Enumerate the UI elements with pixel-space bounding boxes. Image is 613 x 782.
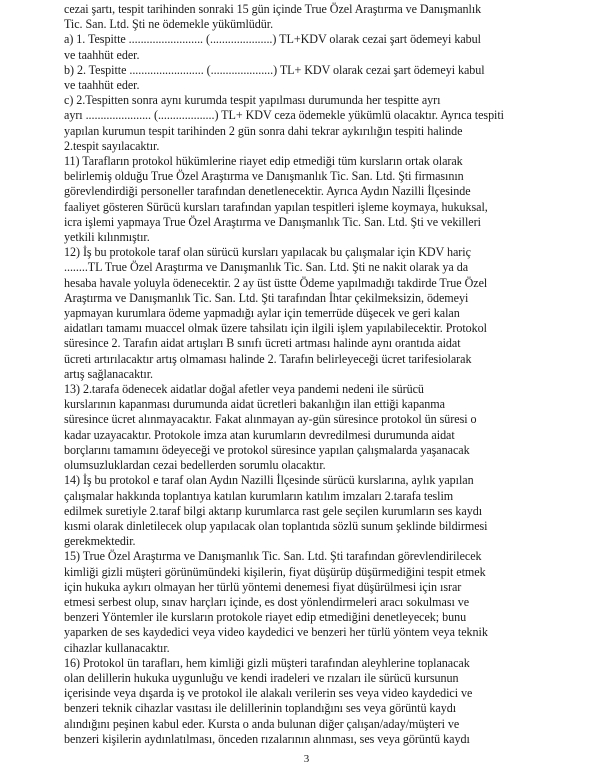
text-line: cezai şartı, tespit tarihinden sonraki 15 gün içinde True Özel Araştırma ve Danışmanlık	[64, 2, 482, 16]
paragraph-10-intro	[64, 2, 579, 32]
clause-a	[64, 32, 579, 62]
text-line: Tic. San. Ltd. Şti ne ödemekle yükümlüdür.	[64, 17, 274, 32]
clause-b	[64, 63, 579, 93]
text-line: 13) 2.tarafa ödenecek aidatlar doğal afetler veya pandemi nedeni ile sürücü	[64, 382, 424, 397]
text-line: benzeri Yöntemler ile kursların protokole riayet edip etmediğini denetleyecek; bunu	[64, 610, 467, 625]
text-line: 2.tespit sayılacaktır.	[64, 138, 160, 153]
text-line: süresince 2. Tarafın aidat artışları B sınıfı ücreti artması halinde aynı orantıda aidat	[64, 336, 461, 351]
text-line: cihazlar kullanacaktır.	[64, 640, 170, 655]
text-line: olan delillerin hukuka uygunluğu ve kendi iradeleri ve rızaları ile sürücü kursunun	[64, 670, 459, 685]
text-line: ayrı ...................... (...................) TL+ KDV ceza ödemekle yükümlü olacaktır. Ayrıca tespiti	[64, 108, 504, 123]
text-line: icra işlemi yapmaya True Özel Araştırma ve Danışmanlık Tic. San. Ltd. Şti ve vekilleri	[64, 214, 481, 229]
article-16	[64, 656, 579, 747]
document-body	[64, 2, 579, 747]
text-line: kurslarının kapanması durumunda aidat ücretleri bakanlığın ilan ettiği kapanma	[64, 397, 445, 412]
text-line: ve taahhüt eder.	[64, 47, 140, 62]
text-line: etmesi serbest olup, sınav harçları içinde, es dost yönlendirmeleri aracı sokulması ve	[64, 594, 470, 609]
text-line: c) 2.Tespitten sonra aynı kurumda tespit yapılması durumunda her tespitte ayrı	[64, 93, 441, 108]
text-line: artış sağlanacaktır.	[64, 366, 153, 381]
text-line: alındığını peşinen kabul eder. Kursta o anda bulunan diğer çalışan/aday/müşteri ve	[64, 716, 460, 731]
article-13	[64, 382, 579, 473]
text-line: yaparken de ses kaydedici veya video kaydedici ve benzeri her türlü yöntem veya teknik	[64, 625, 488, 640]
text-line: ücreti artırılacaktır artış olmaması halinde 2. Tarafın belirleyeceği ücret tarifesiolarak	[64, 351, 472, 366]
text-line: için hukuka aykırı olmayan her türlü yöntemi denemesi fiyat düşürülmesi için ısrar	[64, 579, 462, 594]
text-line: ........TL True Özel Araştırma ve Danışmanlık Tic. San. Ltd. Şti ne nakit olarak ya da	[64, 260, 469, 275]
article-11	[64, 154, 579, 245]
text-line: edilmek suretiyle 2.taraf bilgi aktarıp kurumlarca rast gele seçilen kurumların ses kaydı	[64, 503, 483, 518]
text-line: benzeri kişilerin aydınlatılması, önceden rızalarının alınması, ses veya görüntü kaydı	[64, 731, 470, 746]
text-line: kadar uzayacaktır. Protokole imza atan kurumların devredilmesi durumunda aidat	[64, 427, 455, 442]
text-line: 16) Protokol ün tarafları, hem kimliği gizli müşteri tarafından aleyhlerine toplanacak	[64, 655, 470, 670]
text-line: b) 2. Tespitte ......................... (.....................) TL+ KDV olarak cezai şart ödemeyi kabul	[64, 62, 485, 77]
article-15	[64, 549, 579, 655]
text-line: görevlendirdiği personeller tarafından denetlenecektir. Ayrıca Aydın Nazilli İlçesinde	[64, 184, 471, 199]
text-line: aidatları tamamı muaccel olmak üzere tahsilatı için ilgili işlem yapılabilecektir. Protokol	[64, 321, 487, 336]
text-line: kısmi olarak dinletilecek olup yapılacak olan toplantıda sözlü sunum şeklinde bildirmesi	[64, 518, 488, 533]
page-number: 3	[303, 753, 310, 765]
text-line: 12) İş bu protokole taraf olan sürücü kursları yapılacak bu çalışmalar için KDV hariç	[64, 245, 471, 260]
text-line: 11) Tarafların protokol hükümlerine riayet edip etmediği tüm kursların ortak olarak	[64, 154, 463, 169]
text-line: Araştırma ve Danışmanlık Tic. San. Ltd. Şti tarafından İhtar çekilmeksizin, ödemeyi	[64, 290, 469, 305]
text-line: gerekmektedir.	[64, 534, 136, 549]
text-line: belirlemiş olduğu True Özel Araştırma ve Danışmanlık Tic. San. Ltd. Şti firmasının	[64, 169, 464, 184]
text-line: yapmayan kurumlara ödeme yapmadığı aylar için temerrüde düşecek ve geri kalan	[64, 306, 460, 321]
text-line: borçlarını tamamını ödeyeceği ve protokol süresince yapılan çalışmalarda yaşanacak	[64, 442, 470, 457]
text-line: 15) True Özel Araştırma ve Danışmanlık Tic. San. Ltd. Şti tarafından görevlendirilecek	[64, 549, 482, 564]
text-line: hesaba havale yoluyla ödenecektir. 2 ay üst üstte Ödeme yapılmadığı takdirde True Özel	[64, 275, 488, 290]
text-line: benzeri teknik cihazlar vasıtası ile delillerinin toplandığını ses veya görüntü kaydı	[64, 701, 457, 716]
text-line: olumsuzluklardan cezai bedellerden sorumlu olacaktır.	[64, 458, 326, 473]
text-line: faaliyet gösteren Sürücü kursları tarafından yapılan tespitleri işleme koymaya, hukuksal,	[64, 199, 488, 214]
text-line: 14) İş bu protokol e taraf olan Aydın Nazilli İlçesinde sürücü kurslarına, aylık yapılan	[64, 473, 474, 488]
text-line: ve taahhüt eder.	[64, 78, 140, 93]
article-14	[64, 473, 579, 549]
text-line: çalışmalar hakkında toplantıya katılan kurumların katılım imzaları 2.tarafa teslim	[64, 488, 454, 503]
text-line: yapılan kurumun tespit tarihinden 2 gün sonra dahi tekrar aykırılığın tespiti halinde	[64, 123, 463, 138]
text-line: a) 1. Tespitte ......................... (.....................) TL+KDV olarak cezai şart ödemeyi kabul	[64, 32, 481, 47]
article-12	[64, 245, 579, 382]
text-line: yetkili kılınmıştır.	[64, 230, 150, 245]
text-line: içerisinde veya dışarda iş ve protokol ile alakalı verilerin ses veya video kaydedici ve	[64, 686, 473, 701]
clause-c	[64, 93, 579, 154]
text-line: süresince ücret alınmayacaktır. Fakat alınmayan ay-gün süresince protokol ün süresi o	[64, 412, 477, 427]
text-line: kimliği gizli müşteri görünümündeki kişilerin, fiyat düşürüp düşürmediğini tespit etmek	[64, 564, 486, 579]
